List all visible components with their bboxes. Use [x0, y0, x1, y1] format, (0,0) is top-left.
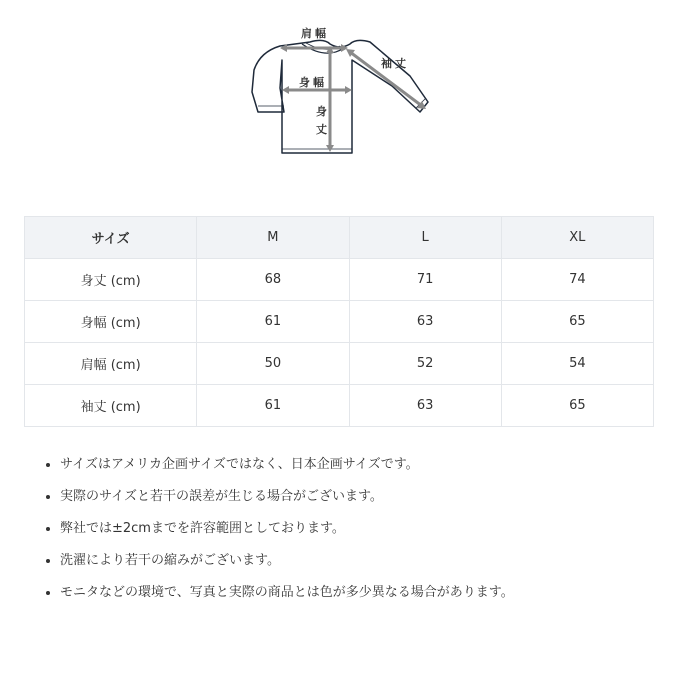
length-arrow-bottom — [326, 145, 334, 152]
cell-value: 50 — [197, 343, 349, 385]
cell-value: 71 — [349, 259, 501, 301]
note-item: • 実際のサイズと若干の誤差が生じる場合がございます。 — [60, 487, 660, 519]
cell-value: 61 — [197, 385, 349, 427]
note-item: • 洗濯により若干の縮みがございます。 — [60, 551, 660, 583]
table-header-row — [25, 217, 654, 259]
notes-list — [40, 455, 660, 615]
table-row — [25, 259, 654, 301]
table-row — [25, 385, 654, 427]
width-label: 身幅 — [299, 76, 327, 89]
cell-value: 74 — [501, 259, 653, 301]
note-item: • モニタなどの環境で、写真と実際の商品とは色が多少異なる場合があります。 — [60, 583, 660, 615]
cell-value: 63 — [349, 301, 501, 343]
width-arrow-left — [282, 86, 289, 94]
cell-value: 63 — [349, 385, 501, 427]
cell-value: 65 — [501, 301, 653, 343]
long-sleeve-shirt-illustration — [240, 18, 440, 163]
cell-value: 68 — [197, 259, 349, 301]
cell-value: 52 — [349, 343, 501, 385]
row-label: 肩幅 (cm) — [25, 343, 197, 385]
header-m: M — [197, 217, 349, 259]
length-label-bottom: 丈 — [316, 123, 327, 136]
cell-value: 61 — [197, 301, 349, 343]
cell-value: 65 — [501, 385, 653, 427]
row-label: 身丈 (cm) — [25, 259, 197, 301]
shoulder-label: 肩幅 — [301, 27, 329, 40]
header-l: L — [349, 217, 501, 259]
measurement-diagram — [240, 18, 440, 163]
header-xl: XL — [501, 217, 653, 259]
row-label: 身幅 (cm) — [25, 301, 197, 343]
header-size: サイズ — [25, 217, 197, 259]
note-item: • 弊社では±2cmまでを許容範囲としております。 — [60, 519, 660, 551]
cell-value: 54 — [501, 343, 653, 385]
width-arrow-right — [345, 86, 352, 94]
size-chart-table — [24, 216, 654, 427]
length-label-top: 身 — [316, 105, 327, 118]
table-row — [25, 301, 654, 343]
note-item: • サイズはアメリカ企画サイズではなく、日本企画サイズです。 — [60, 455, 660, 487]
sleeve-label: 袖丈 — [381, 57, 409, 70]
table-row — [25, 343, 654, 385]
row-label: 袖丈 (cm) — [25, 385, 197, 427]
